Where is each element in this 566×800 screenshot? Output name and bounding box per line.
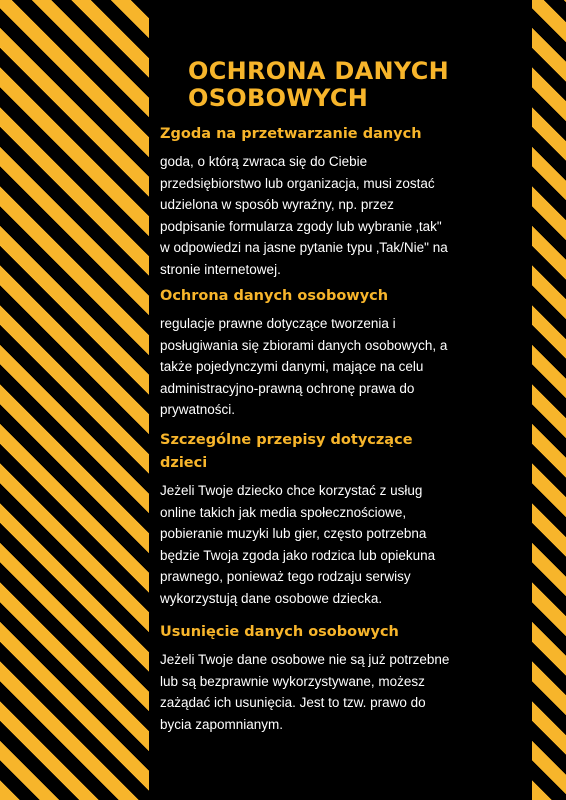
page-title: [188, 58, 518, 112]
text-line: wykorzystują dane osobowe dziecka.: [160, 590, 383, 606]
text-line: w odpowiedzi na jasne pytanie typu ‚Tak/Nie" na: [160, 240, 448, 255]
hazard-stripes-right: [532, 0, 566, 800]
text-line: regulacje prawne dotyczące tworzenia i: [160, 316, 396, 331]
text-line: prywatności.: [160, 402, 236, 417]
text-line: prawnego, ponieważ tego rodzaju serwisy: [160, 569, 411, 584]
text-line: Jeżeli Twoje dane osobowe nie są już potrzebne: [160, 652, 450, 667]
section-text-erasure: [160, 649, 449, 735]
text-line: pobieranie muzyki lub gier, często potrzebna: [160, 526, 427, 541]
text-line: goda, o którą zwraca się do Ciebie: [160, 154, 368, 169]
text-line: także pojedynczymi danymi, mające na celu: [160, 359, 424, 374]
page-title-line-2: OSOBOWYCH: [188, 84, 369, 112]
text-line: Jeżeli Twoje dziecko chce korzystać z usług: [160, 483, 423, 498]
section-heading-data-protection: Ochrona danych osobowych: [160, 288, 389, 304]
text-line: bycia zapomnianym.: [160, 716, 284, 732]
text-line: online takich jak media społecznościowe,: [160, 504, 407, 520]
text-line: posługiwania się zbiorami danych osobowych, a: [160, 337, 448, 353]
text-line: podpisanie formularza zgody lub wybranie ‚tak": [160, 218, 442, 234]
section-heading-children-line-1: Szczególne przepisy dotyczące: [160, 432, 413, 448]
section-heading-children: [160, 429, 413, 475]
section-text-data-protection: [160, 313, 447, 421]
text-line: udzielona w sposób wyraźny, np. przez: [160, 197, 394, 212]
text-line: lub są bezprawnie wykorzystywane, możesz: [160, 673, 425, 689]
section-text-consent: [160, 151, 448, 280]
hazard-stripes-left: [0, 0, 149, 800]
text-line: stronie internetowej.: [160, 261, 281, 277]
text-line: zażądać ich usunięcia. Jest to tzw. prawo do: [160, 695, 426, 710]
page-title-line-1: OCHRONA DANYCH: [188, 57, 450, 85]
text-line: przedsiębiorstwo lub organizacja, musi zostać: [160, 175, 435, 191]
section-heading-children-line-2: dzieci: [160, 455, 208, 471]
content-panel: [149, 0, 532, 800]
section-heading-erasure: Usunięcie danych osobowych: [160, 624, 399, 640]
section-heading-consent: Zgoda na przetwarzanie danych: [160, 126, 422, 142]
section-text-children: [160, 480, 435, 609]
text-line: będzie Twoja zgoda jako rodzica lub opiekuna: [160, 547, 436, 563]
text-line: administracyjno-prawną ochronę prawa do: [160, 380, 415, 396]
